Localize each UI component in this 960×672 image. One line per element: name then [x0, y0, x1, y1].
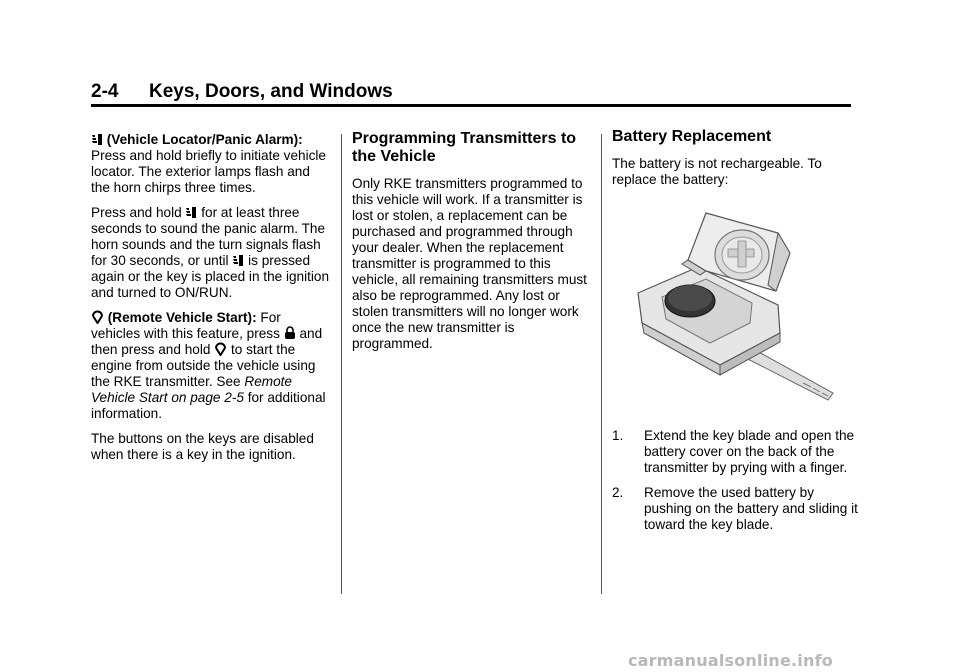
step-number: 2. [612, 485, 624, 500]
column-2 [352, 132, 594, 361]
page-title: Keys, Doors, and Windows [149, 81, 393, 102]
panic-text-a: Press and hold [91, 205, 182, 220]
paragraph-remote-start [91, 310, 331, 422]
remote-start-text-d: for additional information. [91, 390, 326, 421]
column-divider [341, 134, 342, 594]
vehicle-locator-icon [232, 254, 244, 267]
programming-heading: Programming Transmitters to the Vehicle [352, 130, 577, 165]
remote-start-text-b: and then press and hold [91, 326, 323, 357]
header-rule [91, 104, 851, 107]
step-text: Extend the key blade and open the battery cover on the back of the transmitter by prying with a finger. [644, 428, 855, 475]
remote-start-icon [214, 342, 227, 356]
vehicle-locator-term: (Vehicle Locator/Panic Alarm): [106, 132, 303, 147]
column-1 [91, 132, 331, 472]
remote-start-text-a: For vehicles with this feature, press [91, 310, 281, 341]
page-number: 2-4 [91, 81, 119, 102]
paragraph-buttons-disabled: The buttons on the keys are disabled when there is a key in the ignition. [91, 431, 314, 462]
remote-start-term: (Remote Vehicle Start): [107, 310, 257, 325]
column-divider [601, 134, 602, 594]
key-fob-battery-illustration [628, 205, 843, 410]
step-text: Remove the used battery by pushing on the battery and sliding it toward the key blade. [644, 485, 858, 532]
battery-steps [612, 428, 860, 533]
lock-icon [284, 326, 296, 340]
remote-start-text-c: to start the engine from outside the vehicle using the RKE transmitter. See [91, 342, 316, 389]
watermark: carmanualsonline.info [628, 651, 833, 670]
vehicle-locator-text: Press and hold briefly to initiate vehicle locator. The exterior lamps flash and the horn chirps three times. [91, 148, 326, 195]
programming-body: Only RKE transmitters programmed to this vehicle will work. If a transmitter is lost or stolen, a replacement can be purchased and programmed through your dealer. When the replacement transmitter is programmed to this vehicle, all remaining transmitters must also be reprogrammed. Any lost or stolen transmitters will no longer work once the new transmitter is programmed. [352, 176, 587, 351]
paragraph-panic-alarm [91, 205, 331, 301]
battery-heading: Battery Replacement [612, 128, 772, 145]
vehicle-locator-icon [185, 206, 197, 219]
column-3 [612, 128, 860, 542]
panic-text-c: is pressed again or the key is placed in the ignition and turned to ON/RUN. [91, 253, 330, 300]
list-item [612, 485, 860, 533]
vehicle-locator-icon [91, 133, 103, 146]
battery-intro: The battery is not rechargeable. To replace the battery: [612, 156, 822, 187]
page-header [91, 81, 851, 103]
paragraph-vehicle-locator [91, 132, 331, 196]
remote-start-icon [91, 310, 104, 324]
panic-text-b: for at least three seconds to sound the panic alarm. The horn sounds and the turn signals flash for 30 seconds, or until [91, 205, 326, 268]
step-number: 1. [612, 428, 624, 443]
remote-start-link[interactable]: Remote Vehicle Start on page 2-5 [91, 374, 292, 405]
list-item [612, 428, 860, 476]
